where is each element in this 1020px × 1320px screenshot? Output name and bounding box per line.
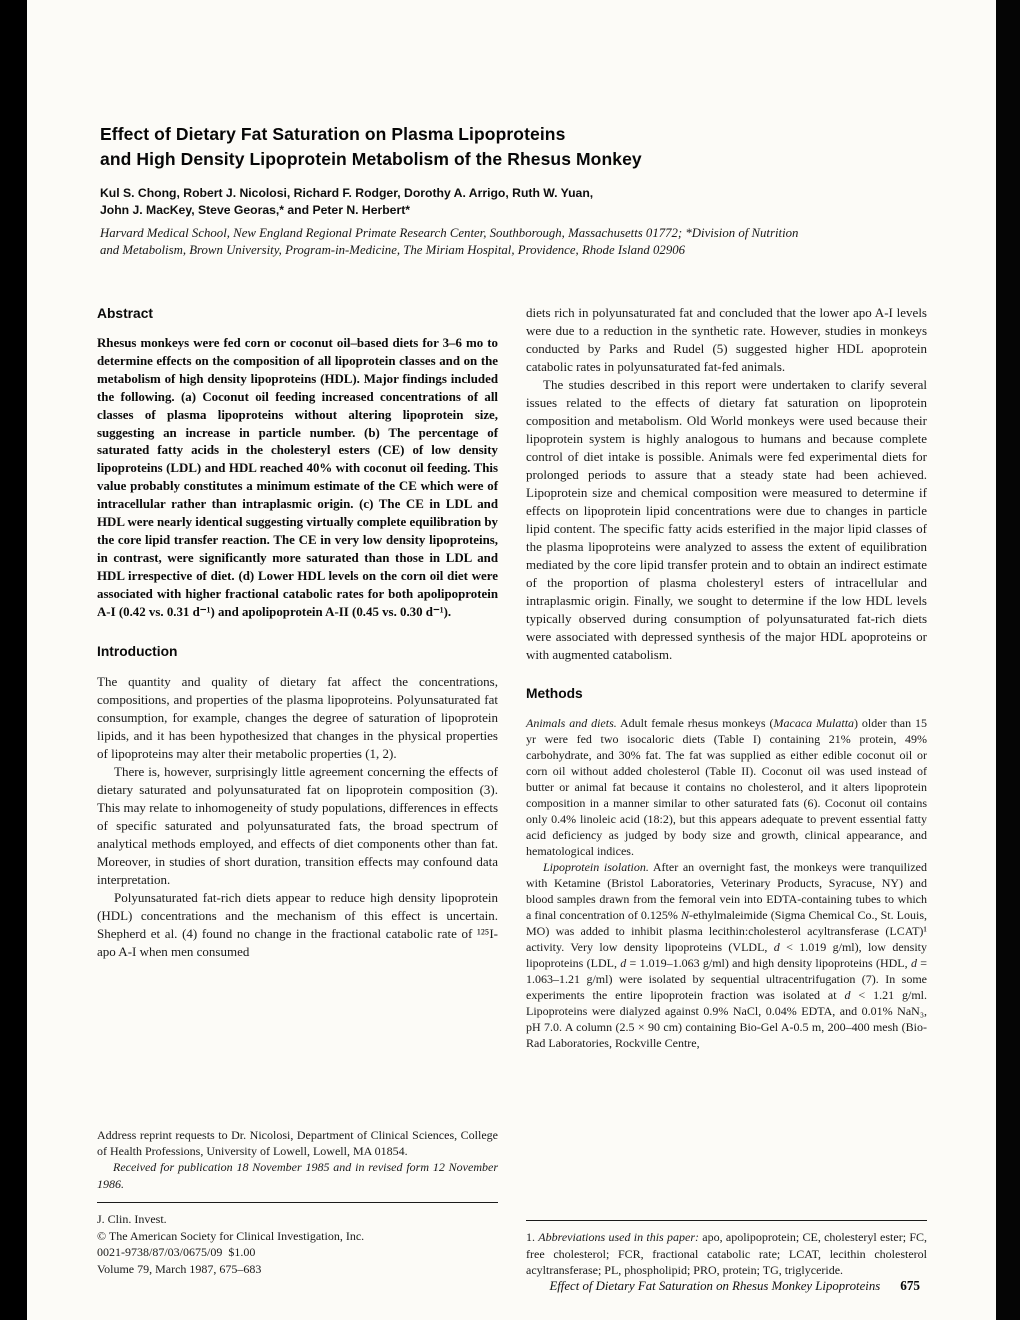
introduction-paragraph-1: The quantity and quality of dietary fat affect the concentrations, compositions, and properties of the plasma lipoproteins. Polyunsaturated fat consumption, for example, changes the degree of saturation of lipoprotein lipids, and it has been hypothesized that changes in the physical properties of lipoproteins may alter their metabolic properties (1, 2). — [97, 673, 498, 761]
introduction-paragraph-3: Polyunsaturated fat-rich diets appear to reduce high density lipoprotein (HDL) concentrations and the mechanism of this effect is uncertain. Shepherd et al. (4) found no change in the fractional catabolic rate of ¹²⁵I-apo A-I when men consumed — [97, 889, 498, 959]
article-title — [100, 122, 924, 172]
running-footer — [549, 1278, 920, 1294]
author-line2: John J. MacKey, Steve Georas,* and Peter N. Herbert* — [100, 202, 410, 217]
abbreviations-divider — [526, 1220, 927, 1221]
scan-edge-right — [996, 0, 1020, 1320]
article-title-line2: and High Density Lipoprotein Metabolism of the Rhesus Monkey — [100, 149, 642, 169]
introduction-heading: Introduction — [97, 643, 178, 659]
author-list — [100, 185, 924, 218]
received-note: Received for publication 18 November 1985 and in revised form 12 November 1986. — [97, 1160, 498, 1191]
article-header — [100, 122, 924, 259]
introduction-paragraph-2: There is, however, surprisingly little agreement concerning the effects of dietary saturated and polyunsaturated fat on lipoprotein composition (3). This may relate to inhomogeneity of study populations, differences in effects of specific saturated and polyunsaturated fats, the broad spectrum of analytical methods employed, and effects of diet components other than fat. Moreover, in studies of short duration, transition effects may confound data interpretation. — [97, 763, 498, 887]
journal-copyright: © The American Society for Clinical Investigation, Inc. — [97, 1228, 365, 1243]
introduction-continuation-paragraph: diets rich in polyunsaturated fat and concluded that the lower apo A-I levels were due to a reduction in the synthetic rate. However, studies in monkeys conducted by Parks and Rudel (5) suggested higher HDL apoprotein catabolic rates in polyunsaturated fat-fed animals. — [526, 305, 927, 374]
right-column — [526, 304, 927, 1278]
right-footnote-block — [526, 1210, 927, 1278]
running-title: Effect of Dietary Fat Saturation on Rhesus Monkey Lipoproteins — [549, 1279, 881, 1293]
reprint-request-note: Address reprint requests to Dr. Nicolosi, Department of Clinical Sciences, College of Health Professions, University of Lowell, Lowell, MA 01854. — [97, 1128, 498, 1159]
scan-edge-left — [0, 0, 27, 1320]
journal-volume: Volume 79, March 1987, 675–683 — [97, 1262, 262, 1277]
left-column — [97, 304, 498, 1278]
article-title-line1: Effect of Dietary Fat Saturation on Plasma Lipoproteins — [100, 124, 566, 144]
methods-paragraph-1: Animals and diets. Adult female rhesus monkeys (Macaca Mulatta) older than 15 yr were fed two isocaloric diets (Table I) containing 21% protein, 49% carbohydrate, and 30% fat. The fat was supplied as either edible coconut oil or corn oil without added cholesterol (Table II). Coconut oil was used instead of butter or animal fat because it contains no cholesterol, and it alters lipoprotein composition in a manner similar to other saturated fats (6). Coconut oil contains only 0.4% linoleic acid (18:2), but this appears adequate to prevent essential fatty acid deficiency as judged by body size and growth, clinical appearance, and hematological indices. — [526, 716, 927, 858]
journal-name: J. Clin. Invest. — [97, 1211, 167, 1226]
affiliation-line1: Harvard Medical School, New England Regional Primate Research Center, Southborough, Massachusetts 01772; *Division of Nutrition — [100, 226, 799, 240]
abstract-text: Rhesus monkeys were fed corn or coconut oil–based diets for 3–6 mo to determine effects on the composition of all lipoprotein classes and on the metabolism of high density lipoproteins (HDL). Major findings included the following. (a) Coconut oil feeding increased concentrations of all classes of plasma lipoproteins without altering lipoprotein size, suggesting an increase in particle number. (b) The percentage of saturated fatty acids in the cholesteryl esters (CE) of low density lipoproteins (LDL) and HDL reached 40% with coconut oil feeding. This value probably constitutes a minimum estimate of the CE which were of intracellular rather than intraplasmic origin. (c) The CE in LDL and HDL were nearly identical suggesting virtually complete equilibration by the core lipid transfer reaction. The CE in very low density lipoproteins, in contrast, were significantly more saturated than those in LDL and HDL irrespective of diet. (d) Lower HDL levels on the corn oil diet were associated with higher fractional catabolic rates for both apolipoprotein A-I (0.42 vs. 0.31 d⁻¹) and apolipoprotein A-II (0.45 vs. 0.30 d⁻¹). — [97, 336, 498, 619]
introduction-paragraph-5: The studies described in this report were undertaken to clarify several issues related to the effects of dietary fat saturation on lipoprotein composition and metabolism. Old World monkeys were used because their lipoprotein system is highly analogous to humans and because complete control of diet intake is possible. Animals were fed experimental diets for prolonged periods to assure that a steady state had been achieved. Lipoprotein size and chemical composition were measured to determine if effects on lipoprotein lipid concentrations were due to changes in particle lipid content. The specific fatty acids esterified in the major lipid classes of the plasma lipoproteins were analyzed to assess the extent of equilibration mediated by the core lipid transfer protein and to obtain an indirect estimate of the proportion of plasma cholesteryl esters of intracellular and intraplasmic origin. Finally, we sought to determine if the low HDL levels typically observed during consumption of polyunsaturated fat-rich diets were associated with depressed synthesis of the major HDL apoproteins or with augmented catabolism. — [526, 377, 927, 662]
left-footnote-block — [97, 1127, 498, 1278]
abbreviations-footnote: 1. Abbreviations used in this paper: apo, apolipoprotein; CE, cholesteryl ester; FC, free cholesterol; FCR, fractional catabolic rate; LCAT, lecithin cholesterol acyltransferase; PL, phospholipid; PRO, protein; TG, triglyceride. — [526, 1230, 927, 1277]
affiliation-line2: and Metabolism, Brown University, Program-in-Medicine, The Miriam Hospital, Providence, Rhode Island 02906 — [100, 243, 686, 257]
author-line1: Kul S. Chong, Robert J. Nicolosi, Richard F. Rodger, Dorothy A. Arrigo, Ruth W. Yuan, — [100, 186, 594, 200]
abstract-heading: Abstract — [97, 306, 153, 321]
affiliations — [100, 225, 924, 259]
journal-info — [97, 1211, 498, 1278]
methods-heading: Methods — [526, 686, 583, 701]
page-number: 675 — [900, 1278, 920, 1293]
journal-info-divider — [97, 1202, 498, 1203]
journal-issn-price: 0021-9738/87/03/0675/09 $1.00 — [97, 1245, 256, 1260]
methods-paragraph-2: Lipoprotein isolation. After an overnight fast, the monkeys were tranquilized with Ketamine (Bristol Laboratories, Veterinary Products, Syracuse, NY) and blood samples drawn from the femoral vein into EDTA-containing tubes to which a final concentration of 0.125% N-ethylmaleimide (Sigma Chemical Co., St. Louis, MO) was added to inhibit plasma lecithin:cholesterol acyltransferase (LCAT)¹ activity. Very low density lipoproteins (VLDL, d < 1.019 g/ml), low density lipoproteins (LDL, d = 1.019–1.063 g/ml) and high density lipoproteins (HDL, d = 1.063–1.21 g/ml) were isolated by sequential ultracentrifugation (7). In some experiments the entire lipoprotein fraction was isolated at d < 1.21 g/ml. Lipoproteins were dialyzed against 0.9% NaCl, 0.04% EDTA, and 0.01% NaN₃, pH 7.0. A column (2.5 × 90 cm) containing Bio-Gel A-0.5 m, 200–400 mesh (Bio-Rad Laboratories, Rockville Centre, — [526, 860, 927, 1050]
two-column-body — [97, 304, 927, 1278]
